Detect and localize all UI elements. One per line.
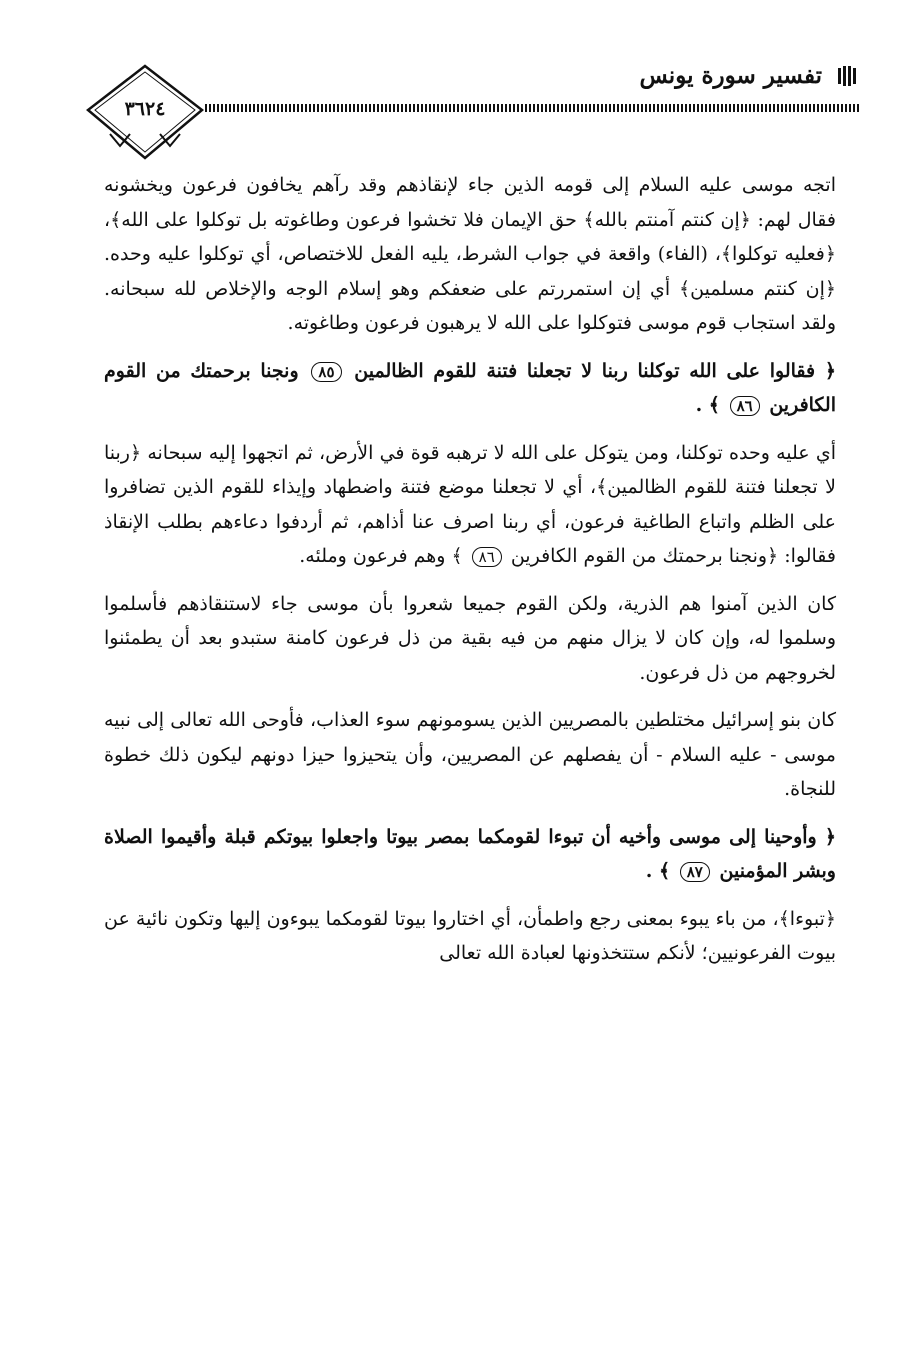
paragraph-3 bbox=[104, 436, 836, 574]
paragraph-4: كان الذين آمنوا هم الذرية، ولكن القوم جميعا شعروا بأن موسى جاء لاستنقاذهم فأسلموا وسلموا له، وإن كان لا يزال منهم من فيه بقية من ذل فرعون كامنة ستبدو بعد أن يطمئنوا لخروجهم من ذل فرعون. bbox=[104, 592, 836, 684]
verse-block-87 bbox=[104, 820, 836, 889]
verse-text: ﴿ فقالوا على الله توكلنا ربنا لا تجعلنا فتنة للقوم الظالمين bbox=[354, 359, 836, 382]
paragraph-text: ﴾ وهم فرعون وملئه. bbox=[299, 545, 463, 567]
verse-number: ٨٥ bbox=[311, 362, 341, 382]
verse-end: ﴾ . bbox=[695, 394, 720, 416]
page-number-badge bbox=[80, 62, 210, 162]
page-body bbox=[104, 168, 836, 984]
verse-number: ٨٦ bbox=[730, 396, 760, 416]
verse-number: ٨٦ bbox=[472, 547, 502, 567]
page-header bbox=[80, 52, 860, 162]
paragraph-5: كان بنو إسرائيل مختلطين بالمصريين الذين يسومونهم سوء العذاب، فأوحى الله تعالى إلى نبيه موسى - عليه السلام - أن يفصلهم عن المصريين، وأن يتحيزوا حيزا دونهم ليكون ذلك خطوة للنجاة. bbox=[104, 709, 836, 800]
verse-end: ﴾ . bbox=[645, 860, 671, 882]
running-title bbox=[639, 62, 860, 89]
ornament-icon bbox=[836, 65, 860, 87]
paragraph-7: ﴿تبوءا﴾، من باء يبوء بمعنى رجع واطمأن، أي اختاروا بيوتا لقومكما يبوءون إليها وتكون نائية عن بيوت الفرعونيين؛ لأنكم ستتخذونها لعبادة الله تعالى bbox=[104, 907, 836, 964]
paragraph-text: أي عليه وحده توكلنا، ومن يتوكل على الله لا ترهبه قوة في الأرض، ثم اتجهوا إليه سبحانه ﴿ربنا لا تجعلنا فتنة للقوم الظالمين﴾، أي لا تجعلنا موضع فتنة واضطهاد وإيذاء للقوم الذين تضافروا على الظلم واتباع الطاغية فرعون، أي ربنا اصرف عنا أذاهم، ثم أردفوا دعاءهم بطلب الإنقاذ فقالوا: ﴿ونجنا برحمتك من القوم الكافرين bbox=[104, 441, 836, 567]
verse-text: ﴿ وأوحينا إلى موسى وأخيه أن تبوءا لقومكما بمصر بيوتا واجعلوا بيوتكم قبلة وأقيموا الصلاة وبشر المؤمنين bbox=[104, 825, 836, 882]
verse-block-85-86 bbox=[104, 354, 836, 423]
header-rule bbox=[205, 104, 860, 112]
verse-number: ٨٧ bbox=[680, 862, 710, 882]
page-number: ٣٦٢٤ bbox=[124, 98, 166, 120]
running-title-text: تفسير سورة يونس bbox=[639, 62, 822, 89]
paragraph-1: اتجه موسى عليه السلام إلى قومه الذين جاء لإنقاذهم وقد رآهم يخافون فرعون ويخشونه فقال لهم: ﴿إن كنتم آمنتم بالله﴾ حق الإيمان فلا تخشوا فرعون وطاغوته بل توكلوا على الله﴾، ﴿فعليه توكلوا﴾، (الفاء) واقعة في جواب الشرط، يليه الفعل للاختصاص، أي توكلوا عليه وحده. ﴿إن كنتم مسلمين﴾ أي إن استمررتم على ضعفكم وهو إسلام الوجه والإخلاص لله سبحانه. ولقد استجاب قوم موسى فتوكلوا على الله لا يرهبون فرعون وطاغوته. bbox=[104, 174, 836, 334]
verse-text: ونجنا برحمتك من القوم الكافرين bbox=[104, 359, 836, 416]
